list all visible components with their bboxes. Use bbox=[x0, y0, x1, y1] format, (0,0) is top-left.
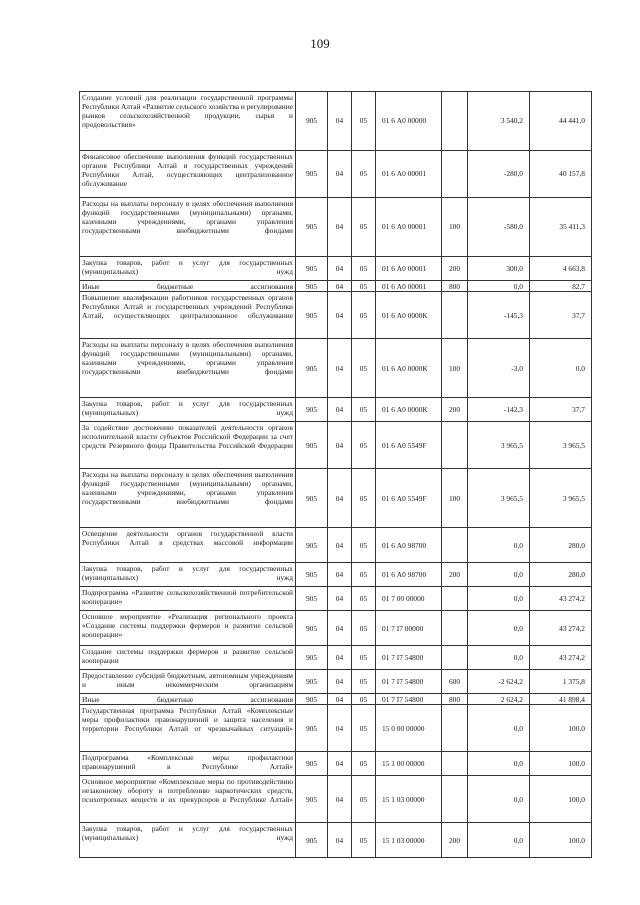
row-change-amount: 0,0 bbox=[468, 776, 530, 823]
row-expense-type: 100 bbox=[442, 198, 468, 257]
row-change-amount: 0,0 bbox=[468, 528, 530, 563]
row-subsection-code: 05 bbox=[352, 528, 376, 563]
row-subsection-code: 05 bbox=[352, 646, 376, 670]
row-ministry-code: 905 bbox=[296, 257, 328, 281]
row-change-amount: 0,0 bbox=[468, 823, 530, 858]
table-row bbox=[80, 292, 592, 339]
row-name: Расходы на выплаты персоналу в целях обеспечения выполнения функций государственными (муниципальными) органами, казенными учреждениями, органами управления государственными внебюджетными фондами bbox=[80, 469, 296, 528]
row-change-amount: 0,0 bbox=[468, 752, 530, 776]
table-row bbox=[80, 587, 592, 611]
row-ministry-code: 905 bbox=[296, 92, 328, 151]
row-section-code: 04 bbox=[328, 92, 352, 151]
row-change-amount: -2 624,2 bbox=[468, 670, 530, 694]
row-subsection-code: 05 bbox=[352, 705, 376, 752]
row-subsection-code: 05 bbox=[352, 563, 376, 587]
row-ministry-code: 905 bbox=[296, 611, 328, 646]
table-row bbox=[80, 398, 592, 422]
row-section-code: 04 bbox=[328, 646, 352, 670]
row-ministry-code: 905 bbox=[296, 694, 328, 705]
row-target-article: 01 7 I7 00000 bbox=[376, 611, 442, 646]
table-row bbox=[80, 705, 592, 752]
row-total-amount: 280,0 bbox=[530, 528, 592, 563]
row-name: Закупка товаров, работ и услуг для государственных (муниципальных) нужд bbox=[80, 398, 296, 422]
row-expense-type: 800 bbox=[442, 281, 468, 292]
row-target-article: 01 6 А0 5549F bbox=[376, 469, 442, 528]
row-name: Закупка товаров, работ и услуг для государственных (муниципальных) нужд bbox=[80, 563, 296, 587]
row-ministry-code: 905 bbox=[296, 339, 328, 398]
row-total-amount: 3 965,5 bbox=[530, 469, 592, 528]
row-total-amount: 82,7 bbox=[530, 281, 592, 292]
table-row bbox=[80, 563, 592, 587]
row-section-code: 04 bbox=[328, 422, 352, 469]
row-expense-type bbox=[442, 611, 468, 646]
row-name: За содействие достижению показателей деятельности органов исполнительной власти субъектов Российской Федерации за счет средств Резервного фонда Правительства Российской Федерации bbox=[80, 422, 296, 469]
row-ministry-code: 905 bbox=[296, 646, 328, 670]
row-name: Повышение квалификации работников государственных органов Республики Алтай и государственных учреждений Республики Алтай, осуществляющих централизованное обслуживание bbox=[80, 292, 296, 339]
row-change-amount: 3 965,5 bbox=[468, 469, 530, 528]
row-ministry-code: 905 bbox=[296, 752, 328, 776]
row-expense-type: 200 bbox=[442, 257, 468, 281]
row-subsection-code: 05 bbox=[352, 752, 376, 776]
row-name: Расходы на выплаты персоналу в целях обеспечения выполнения функций государственными (муниципальными) органами, казенными учреждениями, органами управления государственными внебюджетными фондами bbox=[80, 339, 296, 398]
row-target-article: 01 6 А0 00001 bbox=[376, 198, 442, 257]
row-total-amount: 100,0 bbox=[530, 823, 592, 858]
row-change-amount: -580,0 bbox=[468, 198, 530, 257]
row-section-code: 04 bbox=[328, 563, 352, 587]
row-expense-type bbox=[442, 151, 468, 198]
row-subsection-code: 05 bbox=[352, 281, 376, 292]
table-row bbox=[80, 752, 592, 776]
row-ministry-code: 905 bbox=[296, 398, 328, 422]
row-expense-type: 100 bbox=[442, 339, 468, 398]
row-change-amount: 0,0 bbox=[468, 705, 530, 752]
row-ministry-code: 905 bbox=[296, 528, 328, 563]
row-total-amount: 100,0 bbox=[530, 776, 592, 823]
row-section-code: 04 bbox=[328, 257, 352, 281]
row-ministry-code: 905 bbox=[296, 281, 328, 292]
row-ministry-code: 905 bbox=[296, 422, 328, 469]
row-target-article: 01 6 А0 98700 bbox=[376, 528, 442, 563]
row-expense-type bbox=[442, 422, 468, 469]
row-subsection-code: 05 bbox=[352, 694, 376, 705]
row-name: Закупка товаров, работ и услуг для государственных (муниципальных) нужд bbox=[80, 823, 296, 858]
row-target-article: 01 7 I7 54800 bbox=[376, 694, 442, 705]
row-target-article: 01 6 А0 98700 bbox=[376, 563, 442, 587]
row-target-article: 01 6 А0 00000 bbox=[376, 92, 442, 151]
row-expense-type: 800 bbox=[442, 694, 468, 705]
row-ministry-code: 905 bbox=[296, 292, 328, 339]
row-name: Закупка товаров, работ и услуг для государственных (муниципальных) нужд bbox=[80, 257, 296, 281]
row-name: Подпрограмма «Развитие сельскохозяйственной потребительской кооперации» bbox=[80, 587, 296, 611]
row-ministry-code: 905 bbox=[296, 670, 328, 694]
row-expense-type bbox=[442, 528, 468, 563]
row-expense-type bbox=[442, 752, 468, 776]
row-change-amount: -142,3 bbox=[468, 398, 530, 422]
page-number: 109 bbox=[310, 36, 330, 51]
row-section-code: 04 bbox=[328, 752, 352, 776]
row-subsection-code: 05 bbox=[352, 151, 376, 198]
table-row bbox=[80, 670, 592, 694]
row-expense-type: 200 bbox=[442, 823, 468, 858]
row-expense-type bbox=[442, 705, 468, 752]
row-name: Создание системы поддержки фермеров и развитие сельской кооперации bbox=[80, 646, 296, 670]
row-subsection-code: 05 bbox=[352, 257, 376, 281]
table-row bbox=[80, 694, 592, 705]
row-expense-type bbox=[442, 646, 468, 670]
row-ministry-code: 905 bbox=[296, 776, 328, 823]
row-total-amount: 1 375,8 bbox=[530, 670, 592, 694]
row-expense-type bbox=[442, 587, 468, 611]
table-row bbox=[80, 528, 592, 563]
row-change-amount: 0,0 bbox=[468, 563, 530, 587]
row-subsection-code: 05 bbox=[352, 198, 376, 257]
row-target-article: 15 0 00 00000 bbox=[376, 705, 442, 752]
row-ministry-code: 905 bbox=[296, 469, 328, 528]
row-total-amount: 37,7 bbox=[530, 398, 592, 422]
table-row bbox=[80, 422, 592, 469]
row-ministry-code: 905 bbox=[296, 563, 328, 587]
table-row bbox=[80, 198, 592, 257]
row-total-amount: 40 157,8 bbox=[530, 151, 592, 198]
row-subsection-code: 05 bbox=[352, 776, 376, 823]
row-subsection-code: 05 bbox=[352, 339, 376, 398]
row-target-article: 15 1 03 00000 bbox=[376, 776, 442, 823]
row-section-code: 04 bbox=[328, 528, 352, 563]
row-section-code: 04 bbox=[328, 281, 352, 292]
row-target-article: 15 1 00 00000 bbox=[376, 752, 442, 776]
row-ministry-code: 905 bbox=[296, 705, 328, 752]
row-change-amount: 0,0 bbox=[468, 611, 530, 646]
row-change-amount: 300,0 bbox=[468, 257, 530, 281]
row-subsection-code: 05 bbox=[352, 398, 376, 422]
row-name: Расходы на выплаты персоналу в целях обеспечения выполнения функций государственными (муниципальными) органами, казенными учреждениями, органами управления государственными внебюджетными фондами bbox=[80, 198, 296, 257]
row-target-article: 01 6 А0 00001 bbox=[376, 151, 442, 198]
row-total-amount: 4 663,8 bbox=[530, 257, 592, 281]
row-name: Иные бюджетные ассигнования bbox=[80, 694, 296, 705]
row-total-amount: 3 965,5 bbox=[530, 422, 592, 469]
table-row bbox=[80, 151, 592, 198]
row-ministry-code: 905 bbox=[296, 823, 328, 858]
row-change-amount: -3,0 bbox=[468, 339, 530, 398]
row-section-code: 04 bbox=[328, 705, 352, 752]
row-ministry-code: 905 bbox=[296, 587, 328, 611]
row-target-article: 01 6 А0 0000К bbox=[376, 339, 442, 398]
row-section-code: 04 bbox=[328, 398, 352, 422]
row-subsection-code: 05 bbox=[352, 587, 376, 611]
row-total-amount: 44 441,0 bbox=[530, 92, 592, 151]
row-subsection-code: 05 bbox=[352, 92, 376, 151]
row-target-article: 01 6 А0 5549F bbox=[376, 422, 442, 469]
row-subsection-code: 05 bbox=[352, 611, 376, 646]
row-total-amount: 43 274,2 bbox=[530, 646, 592, 670]
row-change-amount: 2 624,2 bbox=[468, 694, 530, 705]
row-expense-type: 100 bbox=[442, 469, 468, 528]
table-row bbox=[80, 611, 592, 646]
row-section-code: 04 bbox=[328, 587, 352, 611]
row-target-article: 15 1 03 00000 bbox=[376, 823, 442, 858]
row-target-article: 01 6 А0 00001 bbox=[376, 257, 442, 281]
row-section-code: 04 bbox=[328, 198, 352, 257]
row-name: Государственная программа Республики Алтай «Комплексные меры профилактики правонарушений и защита населения и территории Республики Алтай от чрезвычайных ситуаций» bbox=[80, 705, 296, 752]
row-name: Иные бюджетные ассигнования bbox=[80, 281, 296, 292]
table-row bbox=[80, 776, 592, 823]
row-section-code: 04 bbox=[328, 339, 352, 398]
row-expense-type bbox=[442, 776, 468, 823]
row-section-code: 04 bbox=[328, 823, 352, 858]
row-name: Освещение деятельности органов государственной власти Республики Алтай в средствах массовой информации bbox=[80, 528, 296, 563]
row-target-article: 01 7 I7 54800 bbox=[376, 646, 442, 670]
row-total-amount: 43 274,2 bbox=[530, 587, 592, 611]
row-section-code: 04 bbox=[328, 694, 352, 705]
row-target-article: 01 6 А0 0000К bbox=[376, 292, 442, 339]
row-subsection-code: 05 bbox=[352, 469, 376, 528]
row-subsection-code: 05 bbox=[352, 670, 376, 694]
row-total-amount: 37,7 bbox=[530, 292, 592, 339]
row-section-code: 04 bbox=[328, 151, 352, 198]
row-expense-type: 600 bbox=[442, 670, 468, 694]
row-name: Подпрограмма «Комплексные меры профилактики правонарушений в Республике Алтай» bbox=[80, 752, 296, 776]
table-row bbox=[80, 469, 592, 528]
row-ministry-code: 905 bbox=[296, 151, 328, 198]
row-section-code: 04 bbox=[328, 469, 352, 528]
row-name: Основное мероприятие «Реализация регионального проекта «Создание системы поддержки фермеров и развитие сельской кооперации» bbox=[80, 611, 296, 646]
table-row bbox=[80, 92, 592, 151]
row-total-amount: 280,0 bbox=[530, 563, 592, 587]
row-total-amount: 35 411,3 bbox=[530, 198, 592, 257]
row-change-amount: 3 965,5 bbox=[468, 422, 530, 469]
row-ministry-code: 905 bbox=[296, 198, 328, 257]
row-target-article: 01 6 А0 0000К bbox=[376, 398, 442, 422]
row-subsection-code: 05 bbox=[352, 292, 376, 339]
row-name: Предоставление субсидий бюджетным, автономным учреждениям и иным некоммерческим организациям bbox=[80, 670, 296, 694]
row-change-amount: 0,0 bbox=[468, 646, 530, 670]
row-expense-type: 200 bbox=[442, 398, 468, 422]
row-expense-type: 200 bbox=[442, 563, 468, 587]
row-section-code: 04 bbox=[328, 776, 352, 823]
row-section-code: 04 bbox=[328, 292, 352, 339]
row-change-amount: 0,0 bbox=[468, 281, 530, 292]
row-expense-type bbox=[442, 92, 468, 151]
row-expense-type bbox=[442, 292, 468, 339]
budget-table bbox=[79, 91, 592, 858]
row-change-amount: 0,0 bbox=[468, 587, 530, 611]
row-change-amount: 3 540,2 bbox=[468, 92, 530, 151]
row-target-article: 01 7 00 00000 bbox=[376, 587, 442, 611]
row-total-amount: 100,0 bbox=[530, 705, 592, 752]
table-row bbox=[80, 281, 592, 292]
row-total-amount: 43 274,2 bbox=[530, 611, 592, 646]
table-row bbox=[80, 823, 592, 858]
row-name: Финансовое обеспечение выполнения функций государственных органов Республики Алтай и государственных учреждений Республики Алтай, осуществляющих централизованное обслуживание bbox=[80, 151, 296, 198]
row-subsection-code: 05 bbox=[352, 823, 376, 858]
table-row bbox=[80, 257, 592, 281]
row-name: Создание условий для реализации государственной программы Республики Алтай «Развитие сельского хозяйства и регулирование рынков сельскохозяйственной продукции, сырья и продовольствия» bbox=[80, 92, 296, 151]
row-total-amount: 0,0 bbox=[530, 339, 592, 398]
table-row bbox=[80, 646, 592, 670]
row-total-amount: 100,0 bbox=[530, 752, 592, 776]
row-target-article: 01 7 I7 54800 bbox=[376, 670, 442, 694]
row-change-amount: -145,3 bbox=[468, 292, 530, 339]
row-section-code: 04 bbox=[328, 611, 352, 646]
row-section-code: 04 bbox=[328, 670, 352, 694]
row-change-amount: -280,0 bbox=[468, 151, 530, 198]
row-total-amount: 41 898,4 bbox=[530, 694, 592, 705]
row-subsection-code: 05 bbox=[352, 422, 376, 469]
table-row bbox=[80, 339, 592, 398]
row-target-article: 01 6 А0 00001 bbox=[376, 281, 442, 292]
row-name: Основное мероприятие «Комплексные меры по противодействию незаконному обороту и потреблению наркотических средств, психотропных веществ и их прекурсоров в Республике Алтай» bbox=[80, 776, 296, 823]
